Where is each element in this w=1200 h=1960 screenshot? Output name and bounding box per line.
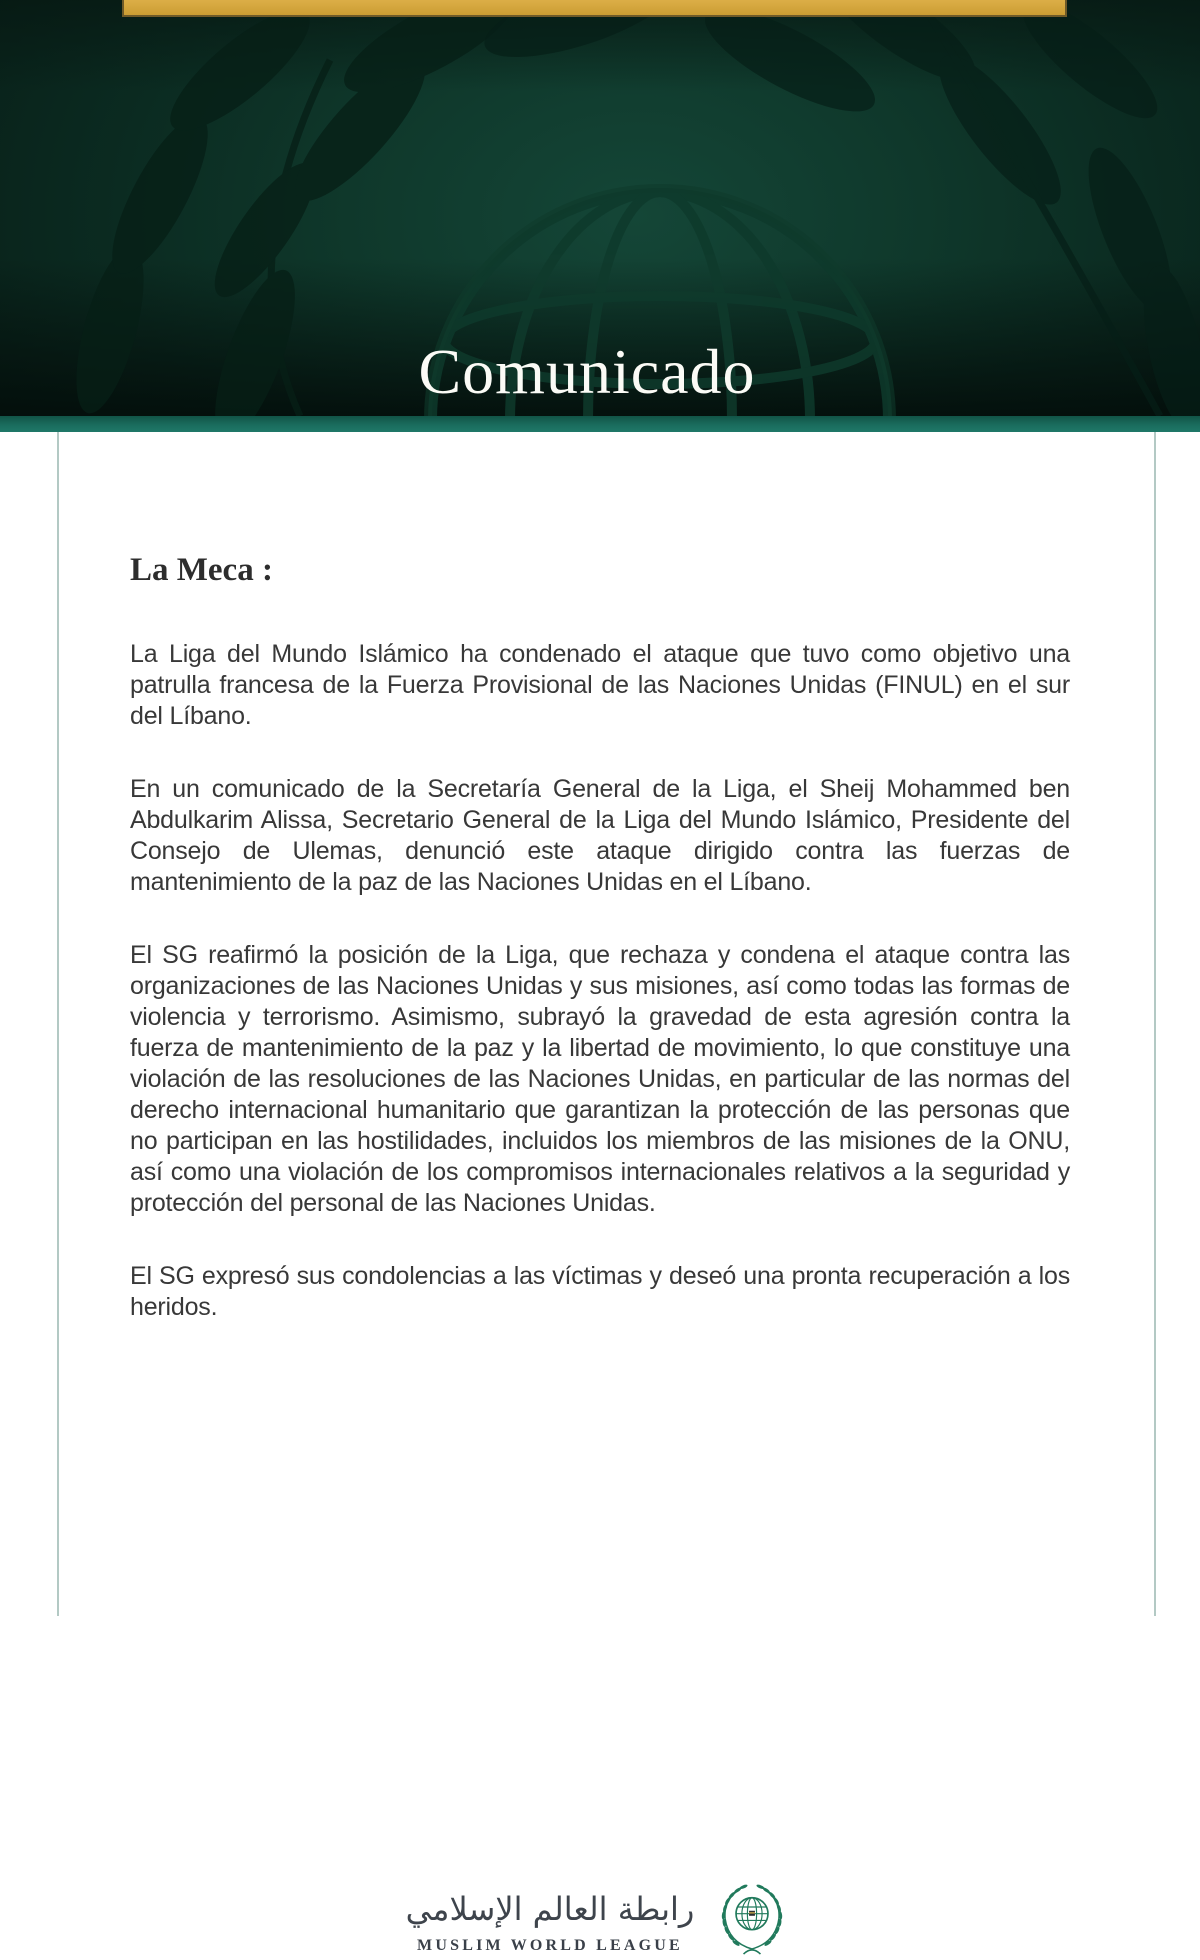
paragraph-4: El SG expresó sus condolencias a las víctimas y deseó una pronta recuperación a los heridos. <box>130 1262 1070 1321</box>
mwl-logo-text <box>406 1885 695 1955</box>
header-banner <box>0 0 1200 416</box>
text-column <box>130 432 1070 1365</box>
right-margin-rule <box>1154 432 1156 1616</box>
page-title: Comunicado <box>418 335 756 407</box>
mwl-emblem-icon <box>710 1880 794 1960</box>
paragraph-1: La Liga del Mundo Islámico ha condenado el ataque que tuvo como objetivo una patrulla francesa de la Fuerza Provisional de las Naciones Unidas (FINUL) en el sur del Líbano. <box>130 640 1070 730</box>
dateline-heading: La Meca : <box>130 552 273 588</box>
mwl-logo-group <box>0 1880 1200 1960</box>
paragraph-3: El SG reafirmó la posición de la Liga, que rechaza y condena el ataque contra las organizaciones de las Naciones Unidas y sus misiones, así como todas las formas de violencia y terrorismo. Asimismo, subrayó la gravedad de esta agresión contra la fuerza de mantenimiento de la paz y la libertad de movimiento, lo que constituye una violación de las resoluciones de las Naciones Unidas, en particular de las normas del derecho internacional humanitario que garantizan la protección de las personas que no participan en las hostilidades, incluidos los miembros de las misiones de la ONU, así como una violación de los compromisos internacionales relativos a la seguridad y protección del personal de las Naciones Unidas. <box>130 941 1070 1217</box>
mwl-wordmark: MUSLIM WORLD LEAGUE <box>417 1937 683 1954</box>
teal-divider-band <box>0 416 1200 432</box>
mwl-arabic-logotype: رابطة العالم الإسلامي <box>405 1890 695 1928</box>
document-body <box>0 432 1200 1954</box>
paragraph-2: En un comunicado de la Secretaría General de la Liga, el Sheij Mohammed ben Abdulkarim Alissa, Secretario General de la Liga del Mundo Islámico, Presidente del Consejo de Ulemas, denunció este ataque dirigido contra las fuerzas de mantenimiento de la paz de las Naciones Unidas en el Líbano. <box>130 775 1070 896</box>
gold-accent-bar <box>122 0 1067 17</box>
left-margin-rule <box>57 432 59 1616</box>
